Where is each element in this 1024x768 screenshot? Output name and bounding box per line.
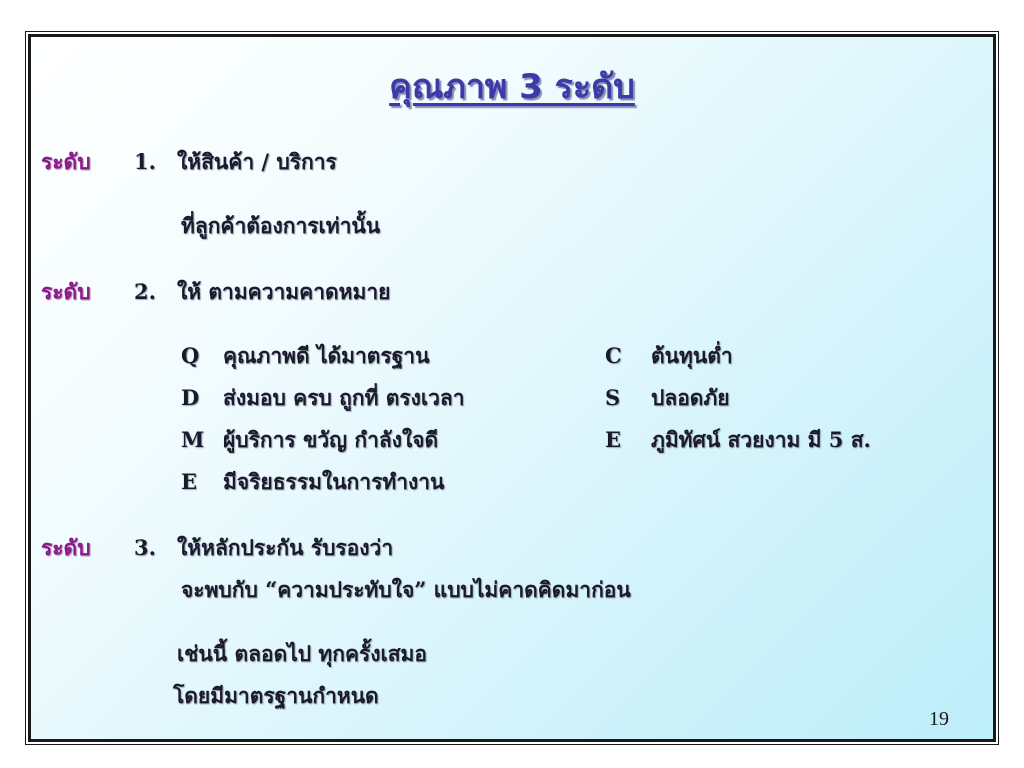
level-3-line-3: เช่นนี้ ตลอดไป ทุกครั้งเสมอ xyxy=(177,641,428,666)
list-letter: C xyxy=(605,343,622,368)
level-3-number: 3. xyxy=(134,535,156,560)
list-item-text: มีจริยธรรมในการทำงาน xyxy=(223,469,445,494)
level-3-line-1: ให้หลักประกัน รับรองว่า xyxy=(177,535,394,560)
level-1-label: ระดับ xyxy=(41,149,91,174)
list-letter: M xyxy=(181,427,205,452)
list-item-text: ภูมิทัศน์ สวยงาม มี 5 ส. xyxy=(651,427,871,452)
level-2-label: ระดับ xyxy=(41,279,91,304)
list-item-text: ต้นทุนต่ำ xyxy=(651,343,733,368)
page-number: 19 xyxy=(929,708,949,730)
slide-title: คุณภาพ 3 ระดับ xyxy=(389,67,635,107)
slide xyxy=(28,34,996,742)
level-1-line-2: ที่ลูกค้าต้องการเท่านั้น xyxy=(181,213,381,238)
list-item-text: ผู้บริการ ขวัญ กำลังใจดี xyxy=(223,427,439,452)
level-2-line-1: ให้ ตามความคาดหมาย xyxy=(177,279,391,304)
level-1-number: 1. xyxy=(134,149,156,174)
list-item-text: คุณภาพดี ได้มาตรฐาน xyxy=(223,343,430,368)
level-3-line-2: จะพบกับ “ความประทับใจ” แบบไม่คาดคิดมาก่อน xyxy=(181,577,631,602)
list-letter: E xyxy=(181,469,198,494)
level-2-number: 2. xyxy=(134,279,156,304)
list-item-text: ส่งมอบ ครบ ถูกที่ ตรงเวลา xyxy=(223,385,465,410)
list-letter: E xyxy=(605,427,622,452)
level-3-label: ระดับ xyxy=(41,535,91,560)
level-3-line-4: โดยมีมาตรฐานกำหนด xyxy=(173,683,379,708)
level-1-line-1: ให้สินค้า / บริการ xyxy=(177,149,337,174)
list-letter: S xyxy=(605,385,621,410)
list-letter: Q xyxy=(181,343,200,368)
list-letter: D xyxy=(181,385,200,410)
list-item-text: ปลอดภัย xyxy=(651,385,730,410)
